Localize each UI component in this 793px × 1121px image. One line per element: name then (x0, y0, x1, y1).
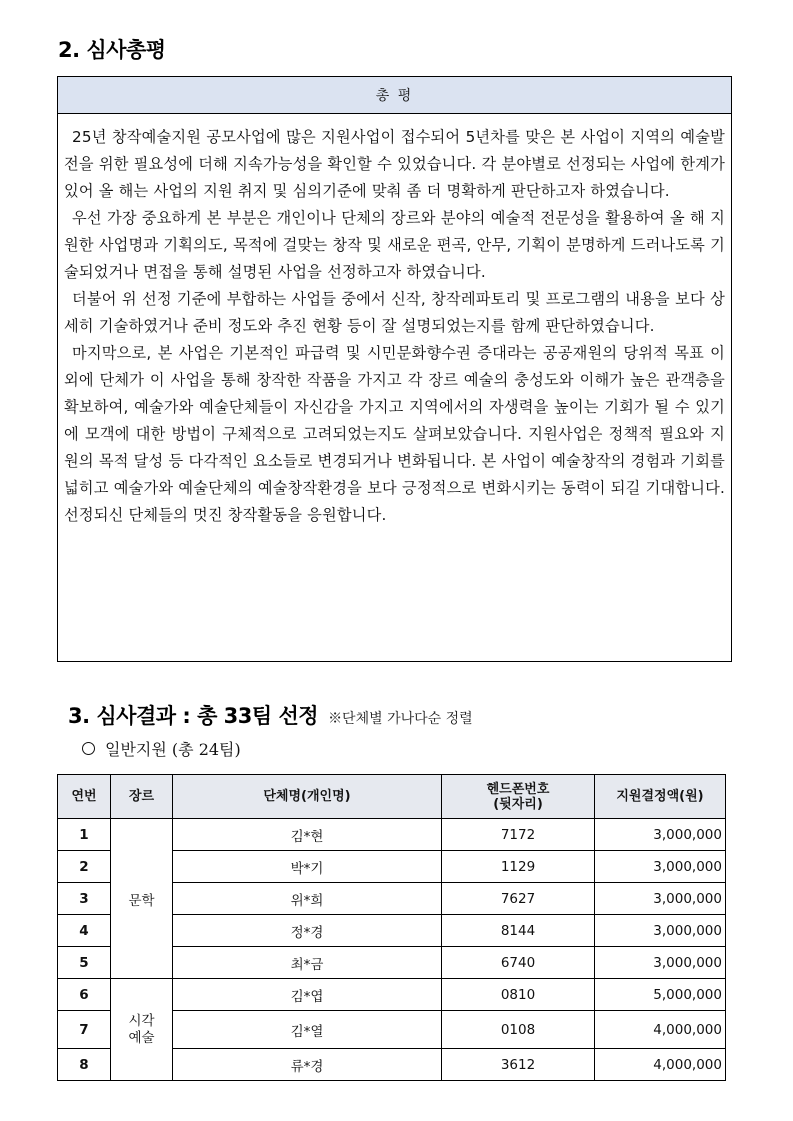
row-number: 3 (58, 883, 111, 915)
row-phone: 0810 (442, 979, 595, 1011)
row-number: 1 (58, 819, 111, 851)
review-paragraph-4: 마지막으로, 본 사업은 기본적인 파급력 및 시민문화향수권 증대라는 공공재원의 당위적 목표 이 외에 단체가 이 사업을 통해 창작한 작품을 가지고 각 장르 예술의 충성도와 이해가 높은 관객층을 확보하여, 예술가와 예술단체들이 자신감을 가지고 지역에서의 자생력을 높이는 기회가 될 수 있기에 모객에 대한 방법이 구체적으로 고려되었는지도 살펴보았습니다. 지원사업은 정책적 필요와 지원의 목적 달성 등 다각적인 요소들로 변경되거나 변화됩니다. 본 사업이 예술창작의 경험과 기회를 넓히고 예술가와 예술단체의 예술창작환경을 보다 긍정적으로 변화시키는 동력이 되길 기대합니다. 선정되신 단체들의 멋진 창작활동을 응원합니다. (64, 344, 725, 524)
general-support-subheading (82, 737, 241, 760)
row-phone: 1129 (442, 851, 595, 883)
results-table (57, 774, 726, 1081)
col-header-no: 연번 (58, 775, 111, 819)
review-box-title: 총 평 (58, 77, 731, 114)
subheading-text: 일반지원 (총 24팀) (105, 740, 241, 759)
row-amount: 3,000,000 (595, 851, 726, 883)
row-phone: 8144 (442, 915, 595, 947)
row-name: 김*엽 (173, 979, 442, 1011)
col-header-amount: 지원결정액(원) (595, 775, 726, 819)
col-header-name: 단체명(개인명) (173, 775, 442, 819)
row-amount: 3,000,000 (595, 883, 726, 915)
row-phone: 7627 (442, 883, 595, 915)
section-3-heading-row (68, 700, 473, 730)
table-header-row (58, 775, 726, 819)
row-name: 위*희 (173, 883, 442, 915)
row-phone: 7172 (442, 819, 595, 851)
row-name: 최*금 (173, 947, 442, 979)
col-header-phone: 헨드폰번호 (뒷자리) (442, 775, 595, 819)
row-name: 정*경 (173, 915, 442, 947)
review-body (58, 114, 731, 529)
review-paragraph-3: 더불어 위 선정 기준에 부합하는 사업들 중에서 신작, 창작레파토리 및 프로그램의 내용을 보다 상세히 기술하였거나 준비 정도와 추진 현황 등이 잘 설명되었는지를 함께 판단하였습니다. (64, 290, 725, 335)
review-paragraph-2: 우선 가장 중요하게 본 부분은 개인이나 단체의 장르와 분야의 예술적 전문성을 활용하여 올 해 지원한 사업명과 기획의도, 목적에 걸맞는 창작 및 새로운 편곡, 안무, 기획이 분명하게 드러나도록 기술되었거나 면접을 통해 설명된 사업을 선정하고자 하였습니다. (64, 209, 725, 281)
section-2-heading: 2. 심사총평 (58, 38, 166, 62)
row-amount: 4,000,000 (595, 1011, 726, 1049)
row-phone: 3612 (442, 1049, 595, 1081)
col-header-genre: 장르 (111, 775, 173, 819)
row-number: 8 (58, 1049, 111, 1081)
row-amount: 3,000,000 (595, 819, 726, 851)
row-number: 2 (58, 851, 111, 883)
table-row (58, 979, 726, 1011)
row-number: 5 (58, 947, 111, 979)
row-name: 김*현 (173, 819, 442, 851)
genre-cell-literature: 문학 (111, 819, 173, 979)
circle-bullet-icon (82, 742, 95, 755)
row-number: 7 (58, 1011, 111, 1049)
review-paragraph-1: 25년 창작예술지원 공모사업에 많은 지원사업이 접수되어 5년차를 맞은 본 사업이 지역의 예술발전을 위한 필요성에 더해 지속가능성을 확인할 수 있었습니다. 각 분야별로 선정되는 사업에 한계가 있어 올 해는 사업의 지원 취지 및 심의기준에 맞춰 좀 더 명확하게 판단하고자 하였습니다. (64, 128, 725, 200)
row-amount: 3,000,000 (595, 915, 726, 947)
row-phone: 0108 (442, 1011, 595, 1049)
sort-note: ※단체별 가나다순 정렬 (328, 711, 473, 727)
row-amount: 4,000,000 (595, 1049, 726, 1081)
review-summary-box (57, 76, 732, 662)
genre-cell-visual-art: 시각 예술 (111, 979, 173, 1081)
row-name: 박*기 (173, 851, 442, 883)
row-amount: 3,000,000 (595, 947, 726, 979)
row-number: 4 (58, 915, 111, 947)
row-phone: 6740 (442, 947, 595, 979)
row-name: 류*경 (173, 1049, 442, 1081)
table-row (58, 819, 726, 851)
section-3-heading: 3. 심사결과 : 총 33팀 선정 (68, 704, 319, 728)
row-name: 김*열 (173, 1011, 442, 1049)
row-number: 6 (58, 979, 111, 1011)
row-amount: 5,000,000 (595, 979, 726, 1011)
